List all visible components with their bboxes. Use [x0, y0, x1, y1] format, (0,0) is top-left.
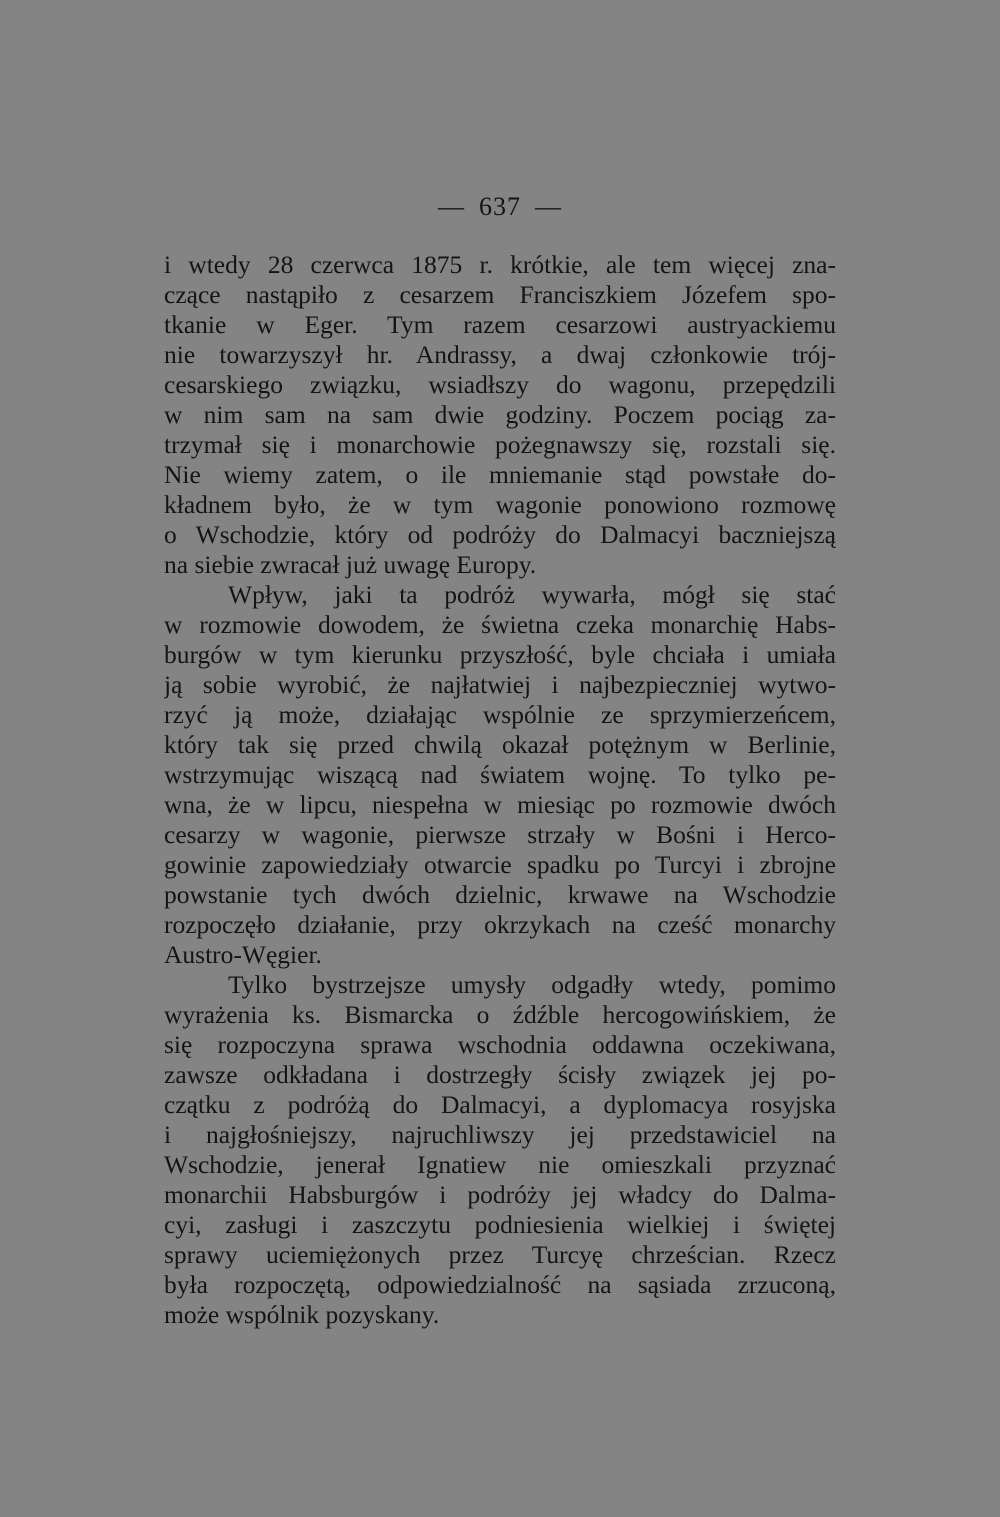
text-line: Tylko bystrzejsze umysły odgadły wtedy, pomimo [228, 970, 836, 999]
body-text [164, 250, 836, 1330]
text-line: rzyć ją może, działając wspólnie ze sprzymierzeńcem, [164, 700, 836, 729]
text-line: cesarzy w wagonie, pierwsze strzały w Bośni i Herco- [164, 820, 836, 849]
text-line: w nim sam na sam dwie godziny. Poczem pociąg za- [164, 400, 836, 429]
text-line: może wspólnik pozyskany. [164, 1300, 440, 1329]
text-line: w rozmowie dowodem, że świetna czeka monarchię Habs- [164, 610, 836, 639]
text-line: wna, że w lipcu, niespełna w miesiąc po rozmowie dwóch [164, 790, 836, 819]
text-line: sprawy uciemiężonych przez Turcyę chrześcian. Rzecz [164, 1240, 836, 1269]
text-line: monarchii Habsburgów i podróży jej władcy do Dalma- [164, 1180, 836, 1209]
text-line: Wschodzie, jenerał Ignatiew nie omieszkali przyznać [164, 1150, 836, 1179]
text-line: wyrażenia ks. Bismarcka o źdźble hercogowińskiem, że [164, 1000, 836, 1029]
page-number-dash-left: — [438, 192, 465, 221]
text-line: powstanie tych dwóch dzielnic, krwawe na Wschodzie [164, 880, 836, 909]
text-line: czątku z podróżą do Dalmacyi, a dyplomacya rosyjska [164, 1090, 836, 1119]
text-line: ją sobie wyrobić, że najłatwiej i najbezpieczniej wytwo- [164, 670, 836, 699]
text-line: Austro-Węgier. [164, 940, 322, 969]
text-line: burgów w tym kierunku przyszłość, byle chciała i umiała [164, 640, 836, 669]
page-number: 637 [479, 192, 521, 221]
text-line: i najgłośniejszy, najruchliwszy jej przedstawiciel na [164, 1120, 836, 1149]
text-line: Wpływ, jaki ta podróż wywarła, mógł się stać [228, 580, 836, 609]
text-line: zawsze odkładana i dostrzegły ścisły związek jej po- [164, 1060, 836, 1089]
text-line: gowinie zapowiedziały otwarcie spadku po Turcyi i zbrojne [164, 850, 836, 879]
page-number-dash-right: — [535, 192, 562, 221]
text-line: który tak się przed chwilą okazał potężnym w Berlinie, [164, 730, 836, 759]
text-line: o Wschodzie, który od podróży do Dalmacyi baczniejszą [164, 520, 836, 549]
text-line: trzymał się i monarchowie pożegnawszy się, rozstali się. [164, 430, 836, 459]
text-line: była rozpoczętą, odpowiedzialność na sąsiada zrzuconą, [164, 1270, 836, 1299]
text-line: tkanie w Eger. Tym razem cesarzowi austryackiemu [164, 310, 836, 339]
text-line: na siebie zwracał już uwagę Europy. [164, 550, 537, 579]
text-line: cesarskiego związku, wsiadłszy do wagonu, przepędzili [164, 370, 836, 399]
text-line: kładnem było, że w tym wagonie ponowiono rozmowę [164, 490, 836, 519]
text-line: czące nastąpiło z cesarzem Franciszkiem Józefem spo- [164, 280, 836, 309]
text-line: rozpoczęło działanie, przy okrzykach na cześć monarchy [164, 910, 836, 939]
text-line: cyi, zasługi i zaszczytu podniesienia wielkiej i świętej [164, 1210, 836, 1239]
page-header [0, 192, 1000, 222]
text-line: wstrzymując wiszącą nad światem wojnę. To tylko pe- [164, 760, 836, 789]
text-line: się rozpoczyna sprawa wschodnia oddawna oczekiwana, [164, 1030, 836, 1059]
text-line: Nie wiemy zatem, o ile mniemanie stąd powstałe do- [164, 460, 836, 489]
text-line: i wtedy 28 czerwca 1875 r. krótkie, ale tem więcej zna- [164, 250, 836, 279]
text-line: nie towarzyszył hr. Andrassy, a dwaj członkowie trój- [164, 340, 836, 369]
